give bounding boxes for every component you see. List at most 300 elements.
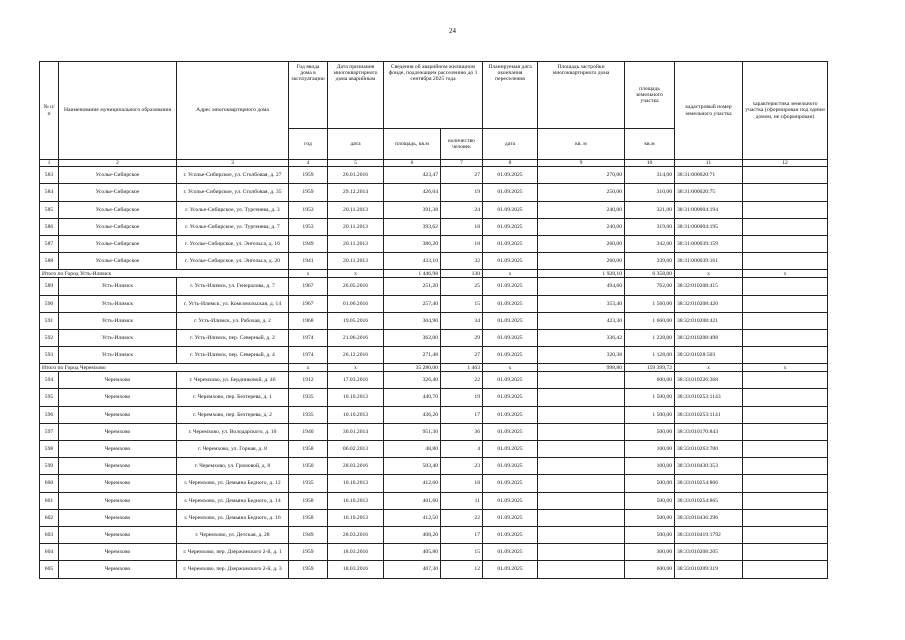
column-number: 5 [328, 160, 384, 167]
column-number: 6 [384, 160, 441, 167]
column-number: 11 [675, 160, 743, 167]
table-row [40, 347, 828, 364]
cell-num: 588 [40, 253, 59, 270]
cell-municipality: Черемхово [59, 509, 177, 526]
cell-num: 599 [40, 458, 59, 475]
cell-people: 18 [441, 218, 483, 235]
cell-area: 412,60 [384, 475, 441, 492]
table-row [40, 458, 828, 475]
cell-num: 603 [40, 526, 59, 543]
table-row [40, 278, 828, 295]
total-cell: x [483, 364, 538, 372]
cell-land-char [743, 218, 828, 235]
cell-plan-date: 01.09.2025 [483, 544, 538, 561]
cell-built-area: 320,38 [538, 347, 625, 364]
cell-address: г. Усолье-Сибирское, ул. Столбовая, д. 35 [177, 184, 289, 201]
cell-num: 598 [40, 441, 59, 458]
cell-land-char [743, 167, 828, 184]
cell-cadastral: 38:33:010419:1792 [675, 526, 743, 543]
cell-built-area [538, 389, 625, 406]
cell-address: г. Черемхово, пер. Дзержинского 2-й, д. 1 [177, 544, 289, 561]
cell-year: 1974 [289, 329, 328, 346]
cell-address: г. Усолье-Сибирское, ул. Энгельса, д. 20 [177, 253, 289, 270]
cell-people: 22 [441, 372, 483, 389]
header-housing-info: Сведения об аварийном жилищном фонде, подлежащем расселению до 1 сентября 2025 года [384, 62, 483, 129]
total-cell: 1 463 [441, 364, 483, 372]
cell-cadastral: 38:31:000004:195 [675, 218, 743, 235]
cell-people: 24 [441, 201, 483, 218]
cell-people: 15 [441, 544, 483, 561]
total-cell: x [675, 270, 743, 278]
cell-plan-date: 01.09.2025 [483, 218, 538, 235]
cell-date: 30.01.2014 [328, 423, 384, 440]
cell-built-area: 494,60 [538, 278, 625, 295]
subheader-land-area: кв.м [625, 129, 675, 160]
cell-land-area: 500,00 [625, 526, 675, 543]
cell-area: 423,47 [384, 167, 441, 184]
cell-cadastral: 38:33:010436:296 [675, 509, 743, 526]
cell-address: г. Черемхово, ул. Детская, д. 28 [177, 526, 289, 543]
cell-area: 326,40 [384, 372, 441, 389]
cell-municipality: Черемхово [59, 389, 177, 406]
cell-land-char [743, 347, 828, 364]
column-number: 1 [40, 160, 59, 167]
cell-built-area [538, 492, 625, 509]
header-num: № п/п [40, 62, 59, 160]
table-body [40, 167, 828, 578]
cell-year: 1912 [289, 372, 328, 389]
cell-plan-date: 01.09.2025 [483, 295, 538, 312]
cell-date: 29.12.2014 [328, 184, 384, 201]
cell-year: 1941 [289, 253, 328, 270]
cell-plan-date: 01.09.2025 [483, 526, 538, 543]
subheader-area: площадь, кв.м [384, 129, 441, 160]
total-cell: x [289, 270, 328, 278]
cell-date: 26.05.2016 [328, 278, 384, 295]
cell-people: 29 [441, 329, 483, 346]
cell-cadastral: 38:32:010208:498 [675, 329, 743, 346]
cell-plan-date: 01.09.2025 [483, 389, 538, 406]
cell-year: 1959 [289, 167, 328, 184]
cell-land-area: 342,00 [625, 235, 675, 252]
cell-land-area: 339,00 [625, 253, 675, 270]
cell-land-area: 1 128,00 [625, 347, 675, 364]
total-cell: 130 [441, 270, 483, 278]
cell-built-area: 423,30 [538, 312, 625, 329]
total-row [40, 364, 828, 372]
cell-address: г. Усолье-Сибирское, ул. Энгельса, д. 16 [177, 235, 289, 252]
cell-date: 16.10.2013 [328, 492, 384, 509]
cell-area: 407,30 [384, 561, 441, 578]
table-row [40, 235, 828, 252]
table-row [40, 184, 828, 201]
cell-num: 600 [40, 475, 59, 492]
cell-people: 27 [441, 167, 483, 184]
cell-num: 601 [40, 492, 59, 509]
cell-land-area: 321,00 [625, 201, 675, 218]
cell-address: г. Усть-Илимск, ул. Рабочая, д. 2 [177, 312, 289, 329]
cell-land-char [743, 492, 828, 509]
cell-people: 11 [441, 492, 483, 509]
cell-area: 433,10 [384, 253, 441, 270]
cell-municipality: Усть-Илимск [59, 295, 177, 312]
cell-date: 20.11.2013 [328, 218, 384, 235]
cell-land-char [743, 184, 828, 201]
cell-plan-date: 01.09.2025 [483, 561, 538, 578]
header-year-commissioning: Год ввода дома в эксплуатацию [289, 62, 328, 129]
cell-municipality: Черемхово [59, 492, 177, 509]
cell-year: 1940 [289, 423, 328, 440]
total-cell: x [328, 270, 384, 278]
cell-address: г. Черемхово, ул. Демьяна Бедного, д. 12 [177, 475, 289, 492]
cell-num: 585 [40, 201, 59, 218]
cell-people: 18 [441, 235, 483, 252]
table-row [40, 312, 828, 329]
cell-land-char [743, 561, 828, 578]
header-address: Адрес многоквартирного дома [177, 62, 289, 160]
cell-municipality: Усолье-Сибирское [59, 253, 177, 270]
cell-land-char [743, 389, 828, 406]
cell-land-char [743, 458, 828, 475]
cell-land-char [743, 423, 828, 440]
cell-date: 17.03.2016 [328, 372, 384, 389]
cell-date: 01.06.2016 [328, 295, 384, 312]
cell-address: г. Черемхово, ул. Володарского, д. 10 [177, 423, 289, 440]
cell-municipality: Черемхово [59, 423, 177, 440]
cell-plan-date: 01.09.2025 [483, 329, 538, 346]
cell-people: 17 [441, 406, 483, 423]
cell-plan-date: 01.09.2025 [483, 235, 538, 252]
cell-date: 28.03.2016 [328, 458, 384, 475]
total-cell: x [289, 364, 328, 372]
cell-municipality: Усть-Илимск [59, 347, 177, 364]
cell-num: 591 [40, 312, 59, 329]
cell-people: 23 [441, 458, 483, 475]
cell-municipality: Черемхово [59, 406, 177, 423]
cell-people: 34 [441, 312, 483, 329]
cell-built-area [538, 372, 625, 389]
cell-cadastral: 38:33:010208:205 [675, 544, 743, 561]
table-row [40, 253, 828, 270]
cell-people: 25 [441, 278, 483, 295]
table-row [40, 509, 828, 526]
subheader-people: количество человек [441, 129, 483, 160]
cell-year: 1949 [289, 526, 328, 543]
cell-built-area [538, 423, 625, 440]
cell-land-area: 600,00 [625, 561, 675, 578]
cell-num: 595 [40, 389, 59, 406]
subheader-date: дата [328, 129, 384, 160]
cell-num: 587 [40, 235, 59, 252]
cell-cadastral: 38:33:010253:1141 [675, 406, 743, 423]
total-cell: x [743, 270, 828, 278]
cell-area: 393,62 [384, 218, 441, 235]
cell-municipality: Усолье-Сибирское [59, 218, 177, 235]
cell-cadastral: 38:31:000004:194 [675, 201, 743, 218]
total-cell: 998,80 [538, 364, 625, 372]
cell-cadastral: 38:33:010254:866 [675, 475, 743, 492]
total-cell: 159 399,72 [625, 364, 675, 372]
cell-area: 386,20 [384, 235, 441, 252]
cell-num: 596 [40, 406, 59, 423]
total-cell: 1 928,10 [538, 270, 625, 278]
cell-municipality: Черемхово [59, 441, 177, 458]
cell-area: 405,80 [384, 544, 441, 561]
cell-land-char [743, 526, 828, 543]
cell-date: 19.05.2016 [328, 312, 384, 329]
cell-land-char [743, 253, 828, 270]
cell-plan-date: 01.09.2025 [483, 423, 538, 440]
cell-area: 440,70 [384, 389, 441, 406]
table-row [40, 295, 828, 312]
cell-num: 594 [40, 372, 59, 389]
cell-municipality: Усть-Илимск [59, 312, 177, 329]
cell-address: г. Усть-Илимск, пер. Северный, д. 2 [177, 329, 289, 346]
cell-land-char [743, 329, 828, 346]
column-number: 9 [538, 160, 625, 167]
header-cadastral: кадастровый номер земельного участка [675, 62, 743, 160]
cell-plan-date: 01.09.2025 [483, 312, 538, 329]
cell-num: 584 [40, 184, 59, 201]
cell-land-char [743, 544, 828, 561]
cell-land-area: 100,00 [625, 458, 675, 475]
cell-municipality: Усть-Илимск [59, 278, 177, 295]
cell-address: г. Черемхово, ул. Громовой, д. 8 [177, 458, 289, 475]
cell-date: 10.10.2013 [328, 406, 384, 423]
header-date-recognition: Дата признания многоквартирного дома аварийным [328, 62, 384, 129]
cell-cadastral: 38:33:010226:368 [675, 372, 743, 389]
cell-date: 26.12.2016 [328, 347, 384, 364]
cell-people: 22 [441, 509, 483, 526]
cell-num: 593 [40, 347, 59, 364]
table-row [40, 372, 828, 389]
column-number: 3 [177, 160, 289, 167]
cell-year: 1959 [289, 544, 328, 561]
cell-year: 1974 [289, 347, 328, 364]
column-number: 12 [743, 160, 828, 167]
cell-cadastral: 38:31:000039:161 [675, 253, 743, 270]
cell-municipality: Усолье-Сибирское [59, 235, 177, 252]
header-land-char: характеристика земельного участка (сформирован под одним домом, не сформирован) [743, 62, 828, 160]
cell-area: 257,40 [384, 295, 441, 312]
table-row [40, 492, 828, 509]
cell-area: 426,04 [384, 184, 441, 201]
cell-date: 18.03.2016 [328, 544, 384, 561]
cell-built-area: 353,40 [538, 295, 625, 312]
cell-built-area [538, 526, 625, 543]
column-number: 7 [441, 160, 483, 167]
cell-date: 21.06.2016 [328, 329, 384, 346]
cell-address: г. Усолье-Сибирское, ул. Тургенева, д. 3 [177, 201, 289, 218]
cell-people: 15 [441, 295, 483, 312]
cell-year: 1949 [289, 235, 328, 252]
cell-land-area: 1 228,00 [625, 329, 675, 346]
cell-area: 251,20 [384, 278, 441, 295]
cell-num: 597 [40, 423, 59, 440]
table-row [40, 423, 828, 440]
cell-municipality: Черемхово [59, 458, 177, 475]
cell-date: 20.11.2013 [328, 235, 384, 252]
cell-date: 06.02.2013 [328, 441, 384, 458]
cell-year: 1950 [289, 458, 328, 475]
total-cell: x [743, 364, 828, 372]
table-row [40, 406, 828, 423]
cell-address: г. Усолье-Сибирское, ул. Столбовая, д. 27 [177, 167, 289, 184]
cell-people: 4 [441, 441, 483, 458]
cell-people: 18 [441, 475, 483, 492]
cell-plan-date: 01.09.2025 [483, 184, 538, 201]
cell-land-area: 500,00 [625, 423, 675, 440]
cell-land-area: 300,00 [625, 544, 675, 561]
cell-municipality: Усолье-Сибирское [59, 167, 177, 184]
cell-municipality: Черемхово [59, 526, 177, 543]
cell-municipality: Усолье-Сибирское [59, 201, 177, 218]
cell-plan-date: 01.09.2025 [483, 347, 538, 364]
subheader-plan-date: дата [483, 129, 538, 160]
cell-cadastral: 38:32:010208:421 [675, 312, 743, 329]
cell-people: 19 [441, 389, 483, 406]
cell-cadastral: 38:33:010254:865 [675, 492, 743, 509]
cell-land-char [743, 201, 828, 218]
cell-plan-date: 01.09.2025 [483, 201, 538, 218]
cell-num: 589 [40, 278, 59, 295]
cell-land-char [743, 278, 828, 295]
cell-cadastral: 38:32:010208:420 [675, 295, 743, 312]
cell-land-char [743, 372, 828, 389]
cell-plan-date: 01.09.2025 [483, 441, 538, 458]
cell-cadastral: 38:33:010263:700 [675, 441, 743, 458]
table-row [40, 441, 828, 458]
cell-land-area: 1 500,00 [625, 389, 675, 406]
cell-year: 1958 [289, 509, 328, 526]
cell-land-area: 500,00 [625, 475, 675, 492]
cell-year: 1958 [289, 492, 328, 509]
cell-date: 18.03.2016 [328, 561, 384, 578]
cell-plan-date: 01.09.2025 [483, 475, 538, 492]
cell-land-char [743, 406, 828, 423]
cell-municipality: Усолье-Сибирское [59, 184, 177, 201]
cell-built-area [538, 475, 625, 492]
header-planned-date: Планируемая дата окончания переселения [483, 62, 538, 129]
cell-people: 27 [441, 347, 483, 364]
cell-land-area: 319,00 [625, 218, 675, 235]
cell-address: г. Черемхово, пер. Дзержинского 2-й, д. 3 [177, 561, 289, 578]
cell-land-area: 100,00 [625, 441, 675, 458]
cell-address: г. Усть-Илимск, ул. Генералова, д. 7 [177, 278, 289, 295]
cell-built-area [538, 406, 625, 423]
cell-cadastral: 38:33:010253:1143 [675, 389, 743, 406]
cell-address: г. Черемхово, ул. Демьяна Бедного, д. 16 [177, 509, 289, 526]
cell-land-area: 314,00 [625, 167, 675, 184]
cell-address: г. Усть-Илимск, ул. Комсомольская, д. 14 [177, 295, 289, 312]
cell-municipality: Усть-Илимск [59, 329, 177, 346]
total-cell: x [483, 270, 538, 278]
cell-municipality: Черемхово [59, 475, 177, 492]
cell-plan-date: 01.09.2025 [483, 372, 538, 389]
cell-year: 1935 [289, 406, 328, 423]
cell-plan-date: 01.09.2025 [483, 278, 538, 295]
cell-num: 586 [40, 218, 59, 235]
cell-plan-date: 01.09.2025 [483, 406, 538, 423]
cell-land-area: 500,00 [625, 492, 675, 509]
cell-people: 36 [441, 423, 483, 440]
cell-address: г. Черемхово, пер. Бехтерева, д. 1 [177, 389, 289, 406]
cell-year: 1953 [289, 218, 328, 235]
cell-address: г. Черемхово, пер. Бехтерева, д. 2 [177, 406, 289, 423]
cell-people: 17 [441, 526, 483, 543]
cell-num: 605 [40, 561, 59, 578]
header-municipality: Наименование муниципального образования [59, 62, 177, 160]
total-cell: x [328, 364, 384, 372]
cell-cadastral: 38:32:01028:503 [675, 347, 743, 364]
cell-land-area: 600,00 [625, 372, 675, 389]
cell-cadastral: 38:33:010209:319 [675, 561, 743, 578]
cell-date: 20.11.2013 [328, 253, 384, 270]
column-number: 4 [289, 160, 328, 167]
cell-plan-date: 01.09.2025 [483, 253, 538, 270]
cell-area: 362,00 [384, 329, 441, 346]
cell-built-area [538, 544, 625, 561]
cell-land-area: 1 560,00 [625, 295, 675, 312]
cell-municipality: Черемхово [59, 561, 177, 578]
cell-date: 16.10.2013 [328, 509, 384, 526]
column-numbers-row [40, 160, 828, 167]
cell-people: 19 [441, 184, 483, 201]
column-number: 8 [483, 160, 538, 167]
cell-land-char [743, 235, 828, 252]
cell-date: 28.03.2016 [328, 526, 384, 543]
cell-land-area: 500,00 [625, 509, 675, 526]
cell-cadastral: 38:33:010170:843 [675, 423, 743, 440]
cell-land-char [743, 312, 828, 329]
cell-plan-date: 01.09.2025 [483, 458, 538, 475]
cell-area: 408,20 [384, 526, 441, 543]
cell-area: 391,38 [384, 201, 441, 218]
cell-built-area: 240,00 [538, 201, 625, 218]
cell-built-area [538, 441, 625, 458]
table-row [40, 218, 828, 235]
total-cell: 35 280,00 [384, 364, 441, 372]
subheader-built-area: кв. м [538, 129, 625, 160]
cell-built-area: 270,00 [538, 167, 625, 184]
cell-year: 1968 [289, 312, 328, 329]
cell-built-area: 240,00 [538, 218, 625, 235]
cell-address: г. Черемхово, ул. Демьяна Бедного, д. 14 [177, 492, 289, 509]
cell-plan-date: 01.09.2025 [483, 509, 538, 526]
cell-num: 590 [40, 295, 59, 312]
cell-address: г. Усолье-Сибирское, ул. Тургенева, д. 7 [177, 218, 289, 235]
cell-area: 271,48 [384, 347, 441, 364]
cell-year: 1959 [289, 184, 328, 201]
cell-year: 1935 [289, 389, 328, 406]
cell-year: 1958 [289, 441, 328, 458]
page-number: 24 [449, 27, 456, 35]
table-row [40, 561, 828, 578]
cell-built-area: 260,00 [538, 253, 625, 270]
housing-table [39, 61, 828, 579]
cell-cadastral: 38:33:010430:353 [675, 458, 743, 475]
cell-year: 1967 [289, 278, 328, 295]
cell-built-area [538, 561, 625, 578]
cell-num: 604 [40, 544, 59, 561]
table-row [40, 389, 828, 406]
cell-municipality: Черемхово [59, 372, 177, 389]
cell-cadastral: 38:32:010208:415 [675, 278, 743, 295]
total-cell: x [675, 364, 743, 372]
cell-cadastral: 38:31:000039:159 [675, 235, 743, 252]
cell-land-area: 762,00 [625, 278, 675, 295]
total-cell: 1 446,98 [384, 270, 441, 278]
